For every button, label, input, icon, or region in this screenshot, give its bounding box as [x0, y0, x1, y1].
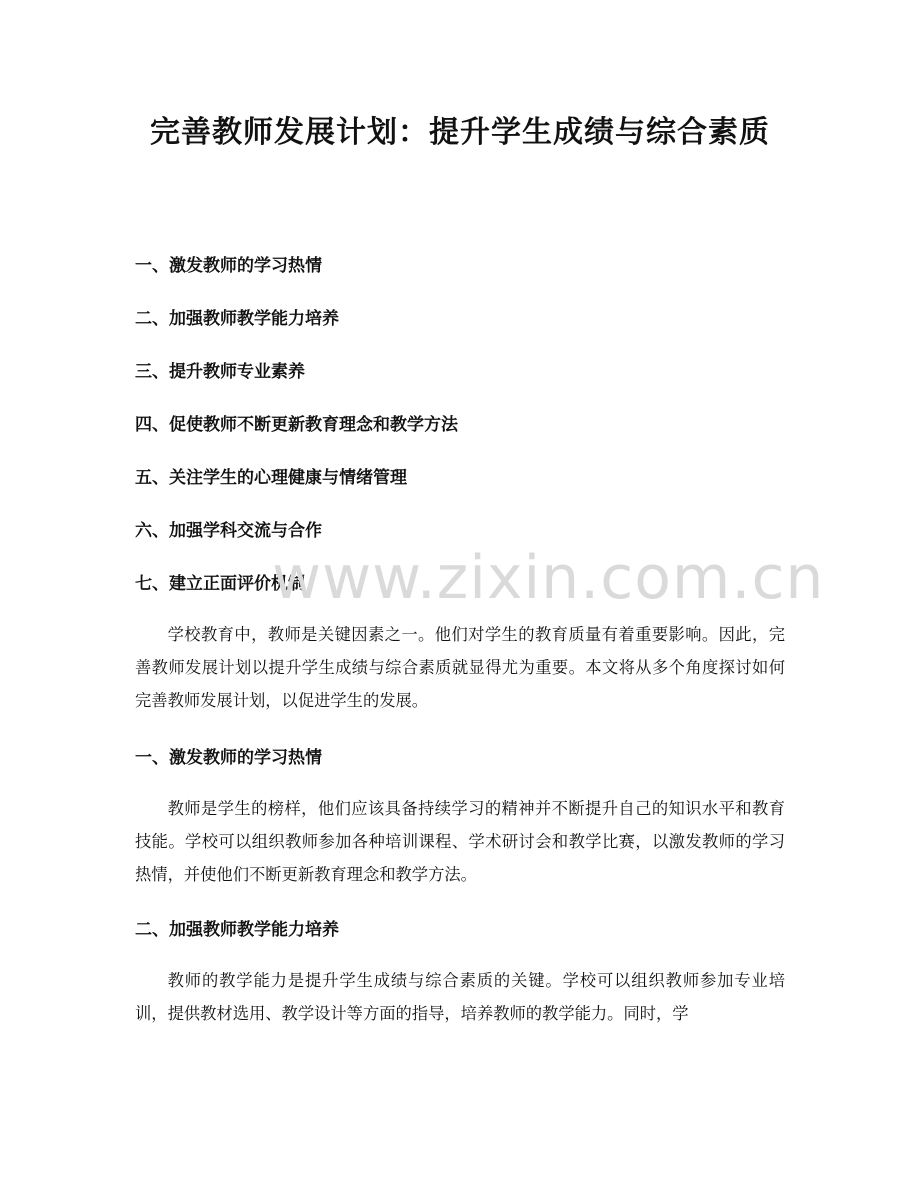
document-title: 完善教师发展计划：提升学生成绩与综合素质	[150, 115, 770, 150]
toc-item: 三、提升教师专业素养	[135, 362, 305, 382]
section-paragraph: 教师的教学能力是提升学生成绩与综合素质的关键。学校可以组织教师参加专业培训，提供教材选用、教学设计等方面的指导，培养教师的教学能力。同时，学	[135, 971, 785, 1023]
watermark-text: www.zixin.com.cn	[272, 543, 825, 613]
section-paragraph: 教师是学生的榜样，他们应该具备持续学习的精神并不断提升自己的知识水平和教育技能。学校可以组织教师参加各种培训课程、学术研讨会和教学比赛，以激发教师的学习热情，并使他们不断更新教育理念和教学方法。	[135, 799, 785, 884]
toc-item: 七、建立正面评价机制	[135, 574, 305, 594]
table-of-contents	[135, 252, 785, 623]
toc-item: 六、加强学科交流与合作	[135, 521, 322, 541]
toc-item: 一、激发教师的学习热情	[135, 256, 322, 276]
toc-item: 五、关注学生的心理健康与情绪管理	[135, 468, 407, 488]
toc-item: 四、促使教师不断更新教育理念和教学方法	[135, 415, 458, 435]
section-heading: 一、激发教师的学习热情	[135, 748, 322, 768]
toc-item: 二、加强教师教学能力培养	[135, 309, 339, 329]
intro-paragraph: 学校教育中，教师是关键因素之一。他们对学生的教育质量有着重要影响。因此，完善教师发展计划以提升学生成绩与综合素质就显得尤为重要。本文将从多个角度探讨如何完善教师发展计划，以促进学生的发展。	[135, 625, 785, 710]
section-heading: 二、加强教师教学能力培养	[135, 920, 339, 940]
